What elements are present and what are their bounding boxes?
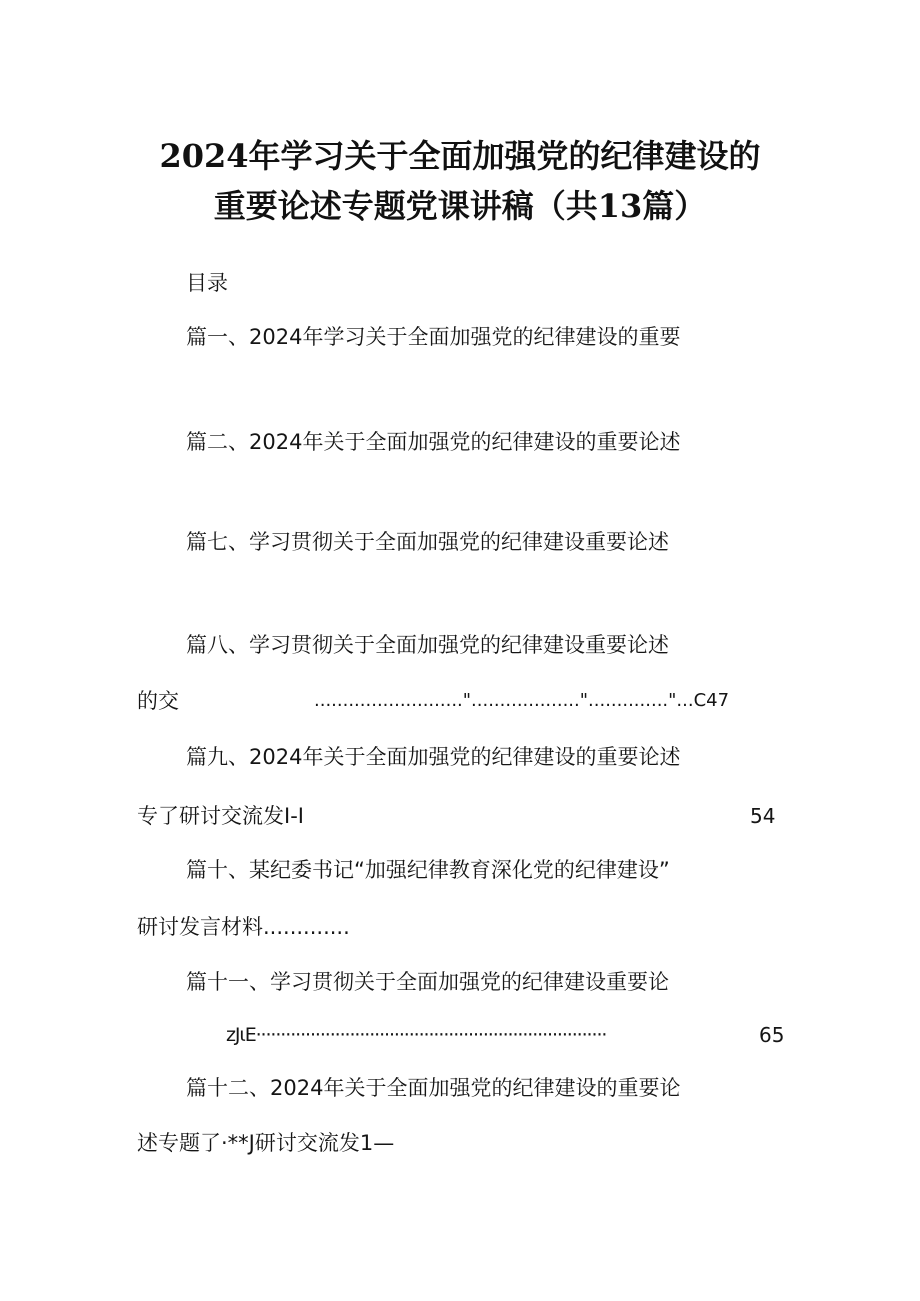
toc-entry-4[interactable]: 篇八、学习贯彻关于全面加强党的纪律建设重要论述 bbox=[186, 633, 669, 657]
toc-entry-6-continuation: 研讨发言材料............. bbox=[137, 915, 350, 939]
toc-heading: 目录 bbox=[186, 271, 228, 295]
toc-entry-5-page-number: 54 bbox=[750, 804, 776, 828]
toc-entry-7-page-number: 65 bbox=[759, 1023, 785, 1047]
toc-entry-8[interactable]: 篇十二、2024年关于全面加强党的纪律建设的重要论 bbox=[186, 1076, 681, 1100]
toc-entry-7-continuation: zJιE······································································· bbox=[226, 1024, 607, 1046]
document-title-line-2: 重要论述专题党课讲稿（共13篇） bbox=[213, 187, 707, 225]
toc-entry-6[interactable]: 篇十、某纪委书记“加强纪律教育深化党的纪律建设” bbox=[186, 858, 670, 882]
toc-entry-1[interactable]: 篇一、2024年学习关于全面加强党的纪律建设的重要 bbox=[186, 325, 681, 349]
toc-entry-4-leader: .........................."...................".............."...C47 bbox=[314, 690, 730, 711]
toc-entry-4-continuation: 的交 bbox=[137, 689, 179, 713]
toc-entry-7[interactable]: 篇十一、学习贯彻关于全面加强党的纪律建设重要论 bbox=[186, 970, 669, 994]
toc-entry-2[interactable]: 篇二、2024年关于全面加强党的纪律建设的重要论述 bbox=[186, 430, 681, 454]
toc-entry-5-continuation: 专了研讨交流发I-I bbox=[137, 804, 304, 828]
document-title-line-1: 2024年学习关于全面加强党的纪律建设的 bbox=[159, 137, 761, 175]
toc-entry-5[interactable]: 篇九、2024年关于全面加强党的纪律建设的重要论述 bbox=[186, 745, 681, 769]
toc-entry-3[interactable]: 篇七、学习贯彻关于全面加强党的纪律建设重要论述 bbox=[186, 530, 669, 554]
toc-entry-8-continuation: 述专题了·**J研讨交流发1— bbox=[137, 1131, 395, 1155]
